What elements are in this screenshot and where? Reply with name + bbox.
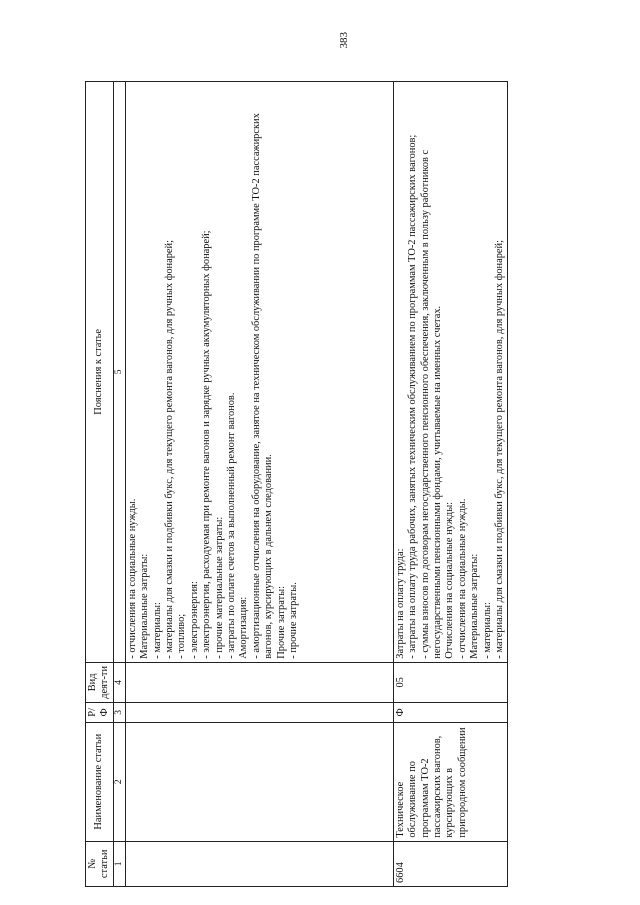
table-row xyxy=(393,82,508,887)
cell-kind: 05 xyxy=(393,662,508,702)
cell-number: 6604 xyxy=(393,841,508,886)
cell-rf xyxy=(125,703,393,723)
header-item-name: Наименование статьи xyxy=(86,722,114,841)
note-line: - затраты по оплате счетов за выполненный ремонт вагонов. xyxy=(226,392,238,659)
cell-rf: Ф xyxy=(393,703,508,723)
header-row xyxy=(86,82,114,887)
cell-number xyxy=(125,841,393,886)
page-number: 383 xyxy=(338,32,350,49)
note-line: - отчисления на социальные нужды. xyxy=(456,498,468,659)
column-number-row xyxy=(113,82,125,887)
header-notes: Пояснения к статье xyxy=(86,82,114,663)
note-line: - прочие затраты. xyxy=(288,582,300,659)
note-line: - материалы для смазки и подбивки букс, для текущего ремонта вагонов, для ручных фонарей; xyxy=(164,240,176,659)
cell-name: Техническое обслуживание по программам ТО-2 пассажирских вагонов, курсирующих в пригородном сообщении xyxy=(393,722,508,841)
note-line: Материальные затраты: xyxy=(139,553,151,659)
note-line: Материальные затраты: xyxy=(469,553,481,659)
note-line: - электроэнергия: xyxy=(188,581,200,659)
note-line: Затраты на оплату труда: xyxy=(394,548,406,659)
note-line: - амортизационные отчисления на оборудование, занятое на техническом обслуживании по программе ТО-2 пассажирских вагонов, курсирующих в дальнем следовании. xyxy=(250,113,275,659)
cell-notes xyxy=(393,82,508,663)
cell-kind xyxy=(125,662,393,702)
cell-notes xyxy=(125,82,393,663)
header-item-number: № статьи xyxy=(86,841,114,886)
note-line: - электроэнергия, расходуемая при ремонте вагонов и зарядке ручных аккумуляторных фонарей; xyxy=(201,230,213,659)
header-activity-kind: Вид деят-ти xyxy=(86,662,114,702)
note-line: Амортизация: xyxy=(238,596,250,659)
cost-items-table xyxy=(85,81,508,887)
note-line: - материалы: xyxy=(151,602,163,659)
rotated-table-container xyxy=(85,81,597,887)
header-rf: Р/ Ф xyxy=(86,703,114,723)
note-line: - материалы: xyxy=(481,602,493,659)
column-number: 1 xyxy=(113,841,125,886)
note-line: Отчисления на социальные нужды: xyxy=(444,501,456,659)
column-number: 2 xyxy=(113,722,125,841)
note-line: - суммы взносов по договорам негосударственного пенсионного обеспечения, заключенным в пользу работников с негосударственными пенсионными фондами, учитываемые на именных счетах. xyxy=(419,149,444,659)
table-row xyxy=(125,82,393,887)
column-number: 4 xyxy=(113,662,125,702)
note-line: - прочие материальные затраты: xyxy=(213,516,225,659)
note-line: - отчисления на социальные нужды. xyxy=(126,498,138,659)
column-number: 3 xyxy=(113,703,125,723)
note-line: - затраты на оплату труда рабочих, занятых техническим обслуживанием по программам ТО-2 пассажирских вагонов; xyxy=(407,134,419,659)
column-number: 5 xyxy=(113,82,125,663)
cell-name xyxy=(125,722,393,841)
note-line: - материалы для смазки и подбивки букс, для текущего ремонта вагонов, для ручных фонарей; xyxy=(494,240,506,659)
note-line: - топливо; xyxy=(176,613,188,659)
note-line: Прочие затраты: xyxy=(275,586,287,659)
